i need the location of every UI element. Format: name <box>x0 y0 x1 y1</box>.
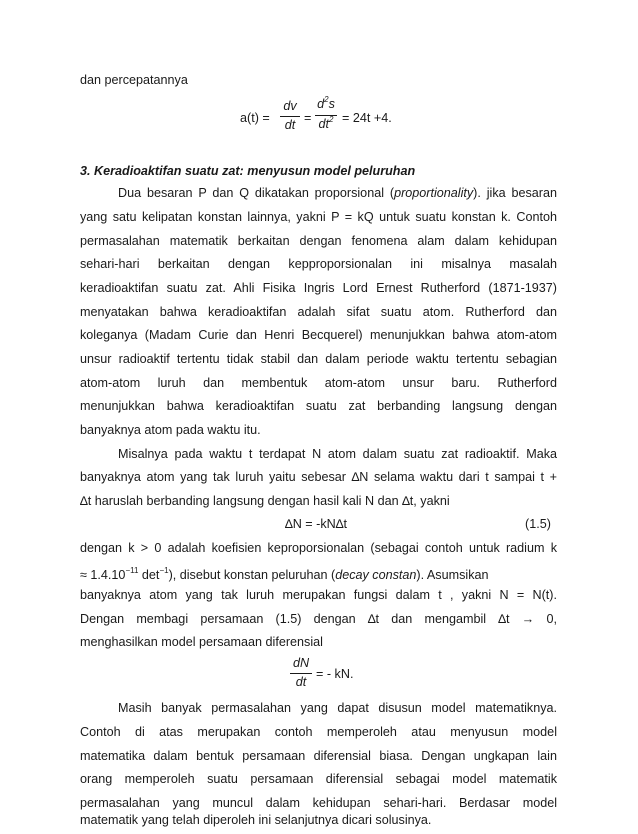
text-run: Dua besaran P dan Q dikatakan proporsional ( <box>118 186 395 200</box>
fraction-bar <box>315 115 337 116</box>
fraction-bar <box>280 116 300 117</box>
text-run: ). jika besaran <box>473 186 557 200</box>
paragraph-line: orang memperoleh suatu persamaan diferensial sebagai model matematik <box>80 772 557 786</box>
paragraph-line: menghasilkan model persamaan diferensial <box>80 635 323 649</box>
paragraph-line <box>118 185 557 201</box>
eq-equals: = <box>304 111 312 125</box>
equation-1-5: ∆N = -kN∆t <box>285 517 347 531</box>
exponent: −11 <box>125 566 139 575</box>
paragraph-line: matematik yang telah diperoleh ini selanjutnya dicari solusinya. <box>80 813 432 827</box>
paragraph-line: Masih banyak permasalahan yang dapat disusun model matematiknya. <box>118 701 557 715</box>
fraction-denominator: dt <box>284 118 296 132</box>
paragraph-line: menunjukkan bahwa keradioaktifan suatu zat berbanding langsung dengan <box>80 399 557 413</box>
fraction-denominator: dt <box>295 675 307 689</box>
text-run: ≈ 1.4.10 <box>80 568 126 582</box>
fraction-numerator <box>317 97 335 113</box>
paragraph-line: Misalnya pada waktu t terdapat N atom dalam suatu zat radioaktif. Maka <box>118 447 557 461</box>
num-base: d <box>317 97 325 111</box>
paragraph-line: banyaknya atom yang tak luruh yaitu sebesar ∆N selama waktu dari t sampai t + <box>80 470 557 484</box>
fraction-numerator: dN <box>292 656 310 670</box>
paragraph-line: banyaknya atom pada waktu itu. <box>80 423 261 437</box>
text-run: ), disebut konstan peluruhan ( <box>168 568 336 582</box>
fraction-numerator: dv <box>283 99 297 113</box>
paragraph-line: Contoh di atas merupakan contoh memperoleh atau menyusun model <box>80 725 557 739</box>
exponent: −1 <box>159 566 169 575</box>
fraction-dN-dt <box>290 656 312 690</box>
paragraph-line: sehari-hari berkaitan dengan kepproporsionalan ini misalnya masalah <box>80 257 557 271</box>
fraction-d2s-dt2 <box>315 97 337 133</box>
paragraph-line: banyaknya atom yang tak luruh merupakan fungsi dalam t , yakni N = N(t). <box>80 588 557 602</box>
fraction-dv-dt <box>280 99 300 133</box>
paragraph-line: dengan k > 0 adalah koefisien keproporsionalan (sebagai contoh untuk radium k <box>80 541 557 555</box>
paragraph-line: atom-atom luruh dan membentuk atom-atom unsur baru. Rutherford <box>80 376 557 390</box>
paragraph-line: yang satu kelipatan konstan lainnya, yakni P = kQ untuk suatu konstan k. Contoh <box>80 210 557 224</box>
paragraph-line: permasalahan matematik berkaitan dengan fenomena alam dalam kehidupan <box>80 234 557 248</box>
fraction-bar <box>290 673 312 674</box>
paragraph-line: menyatakan bahwa keradioaktifan adalah sifat suatu atom. Rutherford dan <box>80 305 557 319</box>
den-base: dt <box>318 117 330 131</box>
section-heading: 3. Keradioaktifan suatu zat: menyusun model peluruhan <box>80 164 416 178</box>
paragraph-line: unsur radioaktif tertentu tidak stabil dan dalam periode waktu tertentu sebagian <box>80 352 557 366</box>
text-run: det <box>138 568 160 582</box>
paragraph-line: ∆t haruslah berbanding langsung dengan hasil kali N dan ∆t, yakni <box>80 494 450 508</box>
num-variable: s <box>328 97 335 111</box>
eq-lhs: a(t) = <box>240 111 270 125</box>
text-run: ). Asumsikan <box>416 568 489 582</box>
paragraph-line: matematika dalam bentuk persamaan diferensial biasa. Dengan ungkapan lain <box>80 749 557 763</box>
eq-diff-rhs: = - kN. <box>316 667 354 681</box>
paragraph-line: keradioaktifan suatu zat. Ahli Fisika Ingris Lord Ernest Rutherford (1871-1937) <box>80 281 557 295</box>
paragraph-line: Dengan membagi persamaan (1.5) dengan ∆t dan mengambil ∆t → 0, <box>80 612 557 626</box>
italic-term: proportionality <box>394 186 474 200</box>
intro-line: dan percepatannya <box>80 73 188 87</box>
den-exponent: 2 <box>329 115 334 124</box>
paragraph-line: koleganya (Madam Curie dan Henri Becquerel) menunjukkan bahwa atom-atom <box>80 328 557 342</box>
paragraph-line <box>80 563 557 583</box>
fraction-denominator <box>319 117 334 133</box>
num-exponent: 2 <box>324 95 329 104</box>
italic-term: decay constan <box>335 568 417 582</box>
equation-number: (1.5) <box>525 517 551 531</box>
paragraph-line: permasalahan yang muncul dalam kehidupan sehari-hari. Berdasar model <box>80 796 557 810</box>
eq-rhs: = 24t +4. <box>342 111 392 125</box>
